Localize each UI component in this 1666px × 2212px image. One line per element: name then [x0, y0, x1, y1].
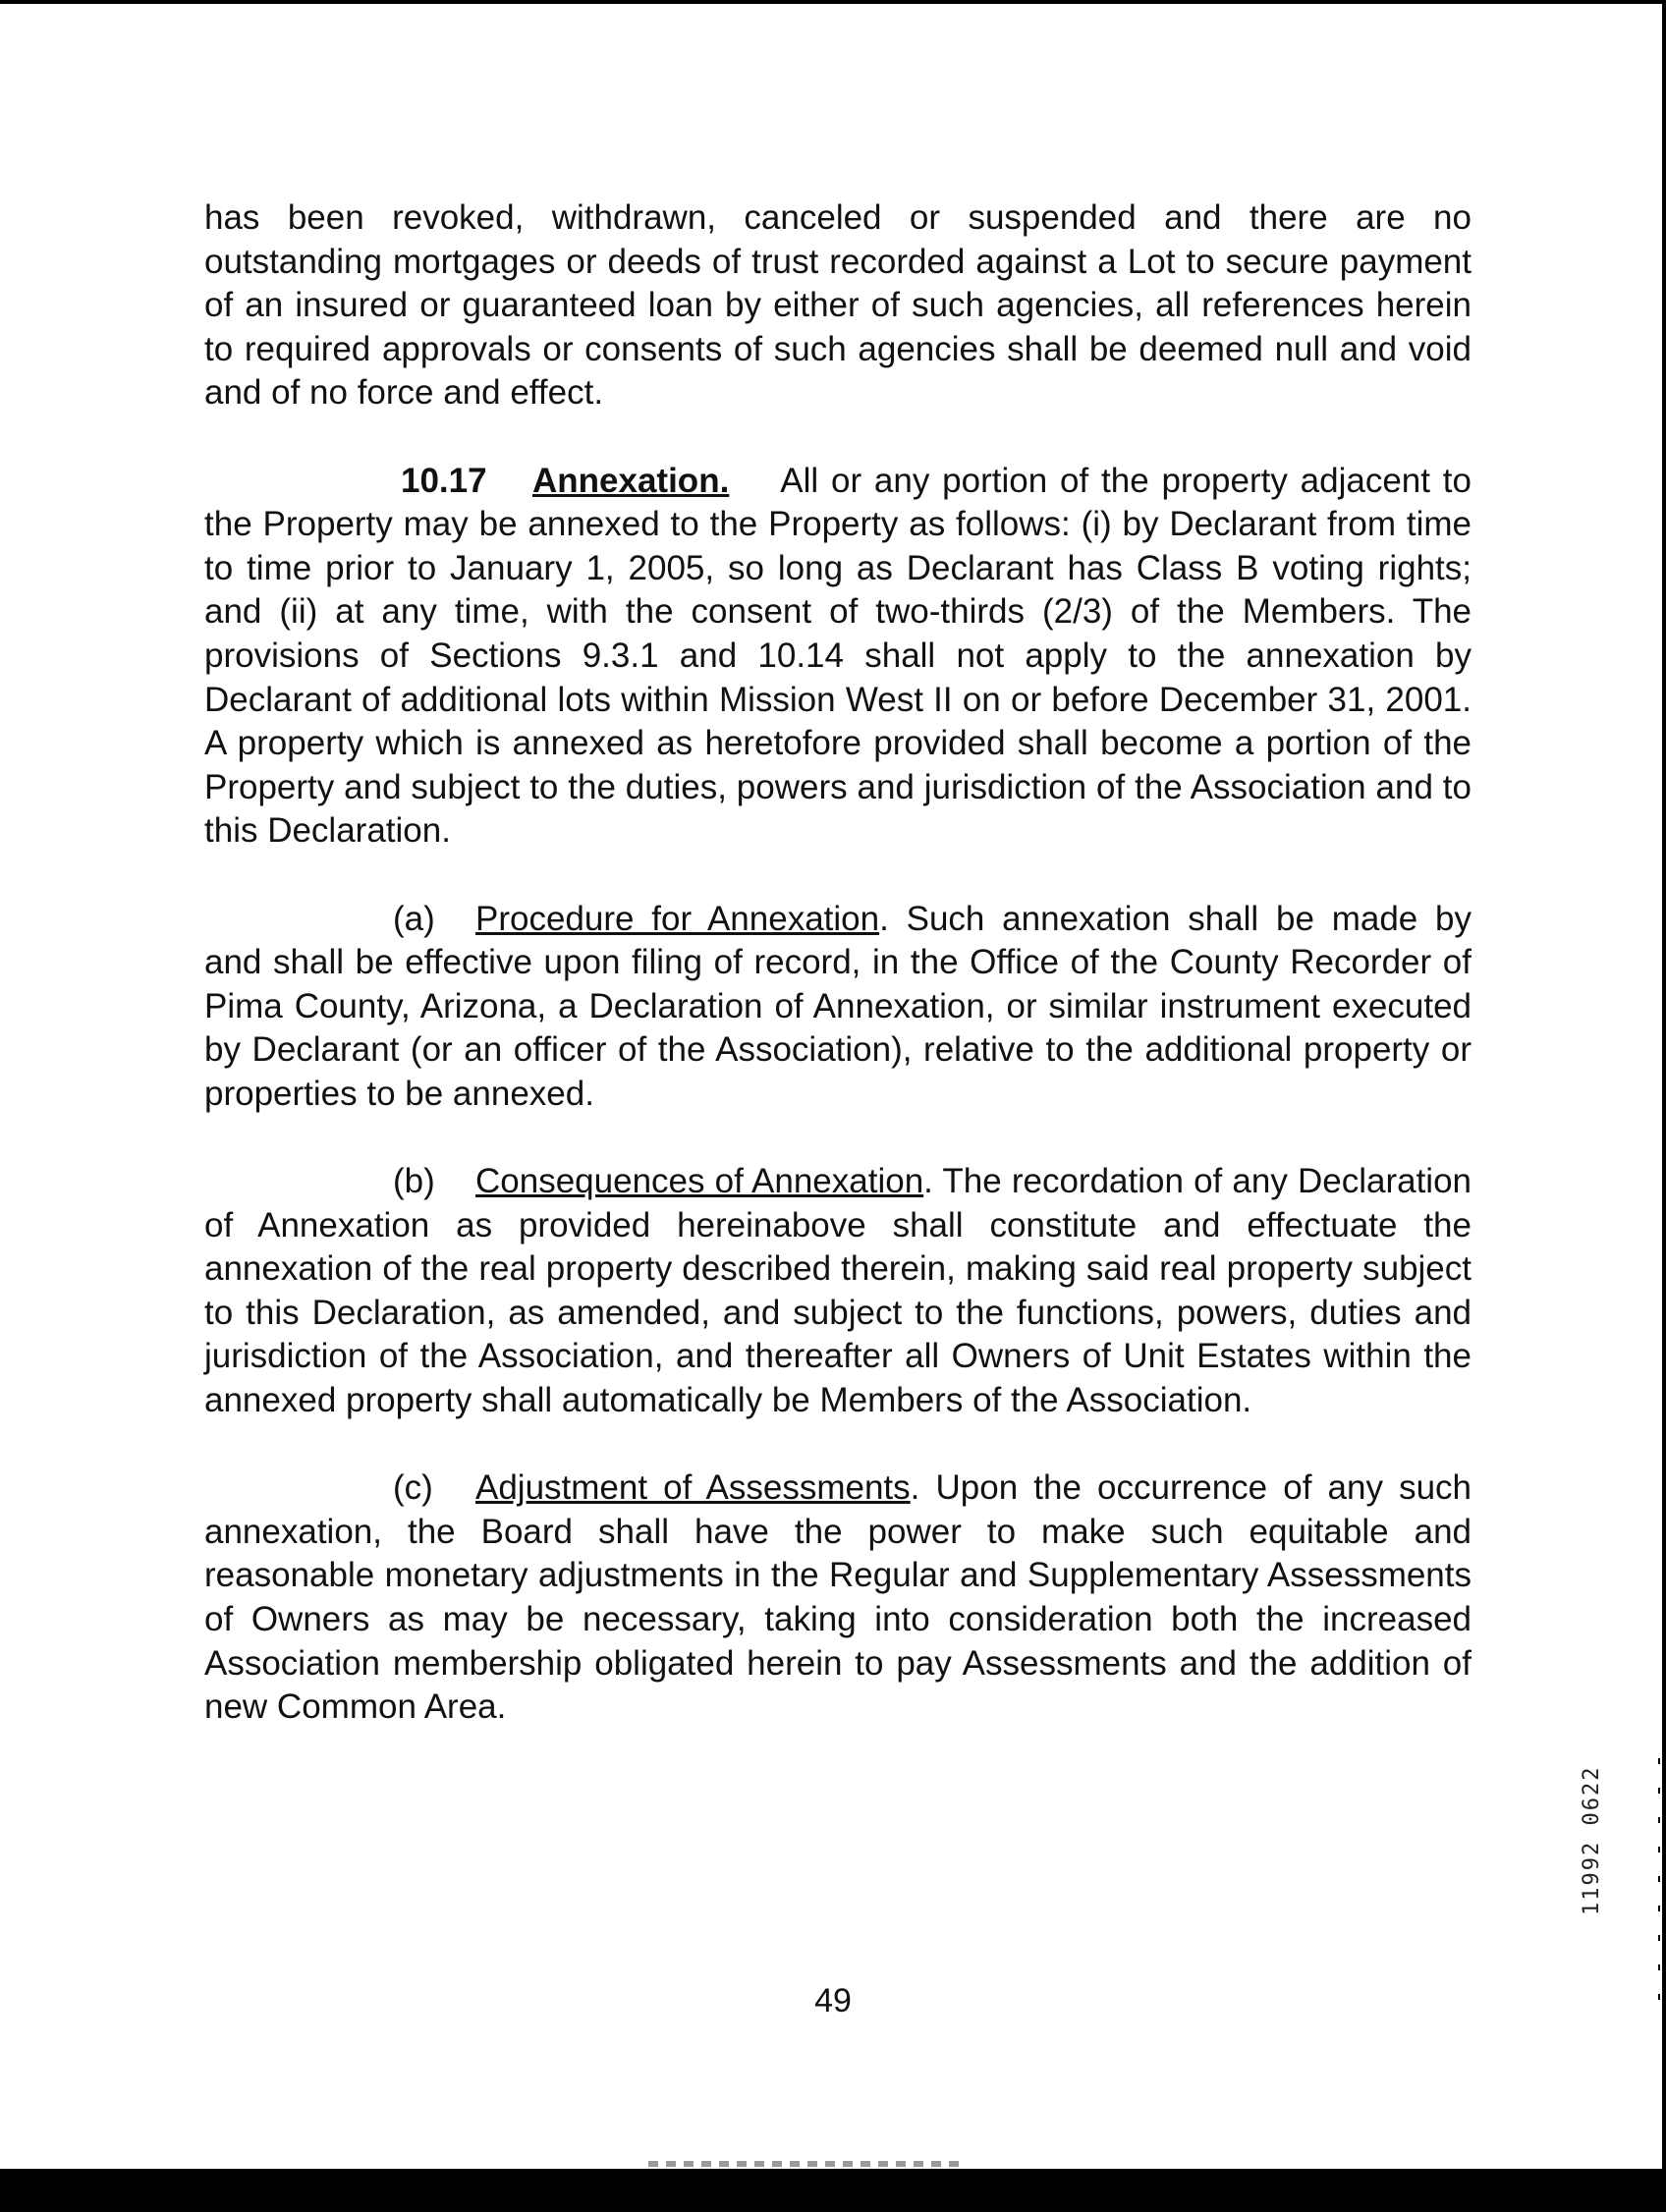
subsection-a-label: (a) — [393, 899, 435, 938]
scan-top-border — [0, 0, 1666, 4]
subsection-a-heading: Procedure for Annexation — [475, 899, 880, 938]
subsection-c-text: . Upon the occurrence of any such annexation, the Board shall have the power to make such equitable and reasonable monetary adjustments in the Regular and Supplementary Assessments of Owners as may be necessary, taking into consideration both the increased Association membership obligated herein to pay Assessments and the addition of new Common Area. — [204, 1468, 1472, 1727]
section-number: 10.17 — [401, 461, 487, 500]
intro-paragraph: has been revoked, withdrawn, canceled or suspended and there are no outstanding mortgages or deeds of trust recorded against a Lot to secure payment of an insured or guaranteed loan by either of such agencies, all references herein to required approvals or consents of such agencies shall be deemed null and void and of no force and effect. — [204, 198, 1472, 413]
section-heading: Annexation. — [532, 461, 730, 500]
scan-right-border — [1662, 0, 1666, 2212]
page-number: 49 — [814, 1982, 852, 2019]
scan-bottom-specks — [648, 2161, 963, 2167]
recording-number-stamp — [1580, 1562, 1609, 1915]
section-text: All or any portion of the property adjacent to the Property may be annexed to the Property as follows: (i) by Declarant from time to time prior to January 1, 2005, so long as Declarant has Class B voting rights; and (ii) at any time, with the consent of two-thirds (2/3) of the Members. The provisions of Sections 9.3.1 and 10.14 shall not apply to the annexation by Declarant of additional lots within Mission West II on or before December 31, 2001. A property which is annexed as heretofore provided shall become a portion of the Property and subject to the duties, powers and jurisdiction of the Association and to this Declaration. — [204, 461, 1472, 851]
subsection-c-label: (c) — [393, 1468, 433, 1508]
subsection-c-heading: Adjustment of Assessments — [475, 1468, 911, 1508]
subsection-b-heading: Consequences of Annexation — [475, 1162, 924, 1201]
subsection-c-paragraph — [204, 1466, 1472, 1730]
section-10-17-paragraph — [204, 460, 1472, 854]
subsection-b-label: (b) — [393, 1162, 435, 1201]
subsection-b-text: . The recordation of any Declaration of Annexation as provided hereinabove shall constitute and effectuate the annexation of the real property described therein, making said real property subject to this Declaration, as amended, and subject to the functions, powers, duties and jurisdiction of the Association, and thereafter all Owners of Unit Estates within the annexed property shall automatically be Members of the Association. — [204, 1162, 1472, 1420]
subsection-b-paragraph — [204, 1160, 1472, 1423]
scan-edge-marks — [1658, 1758, 1660, 2014]
scan-bottom-band — [0, 2169, 1666, 2212]
document-body — [204, 196, 1472, 1773]
subsection-a-text: . Such annexation shall be made by and shall be effective upon filing of record, in the Office of the County Recorder of Pima County, Arizona, a Declaration of Annexation, or similar instrument executed by Declarant (or an officer of the Association), relative to the additional property or properties to be annexed. — [204, 899, 1472, 1113]
subsection-a-paragraph — [204, 898, 1472, 1117]
recording-number-text: 11992 0622 — [1580, 1765, 1604, 1915]
